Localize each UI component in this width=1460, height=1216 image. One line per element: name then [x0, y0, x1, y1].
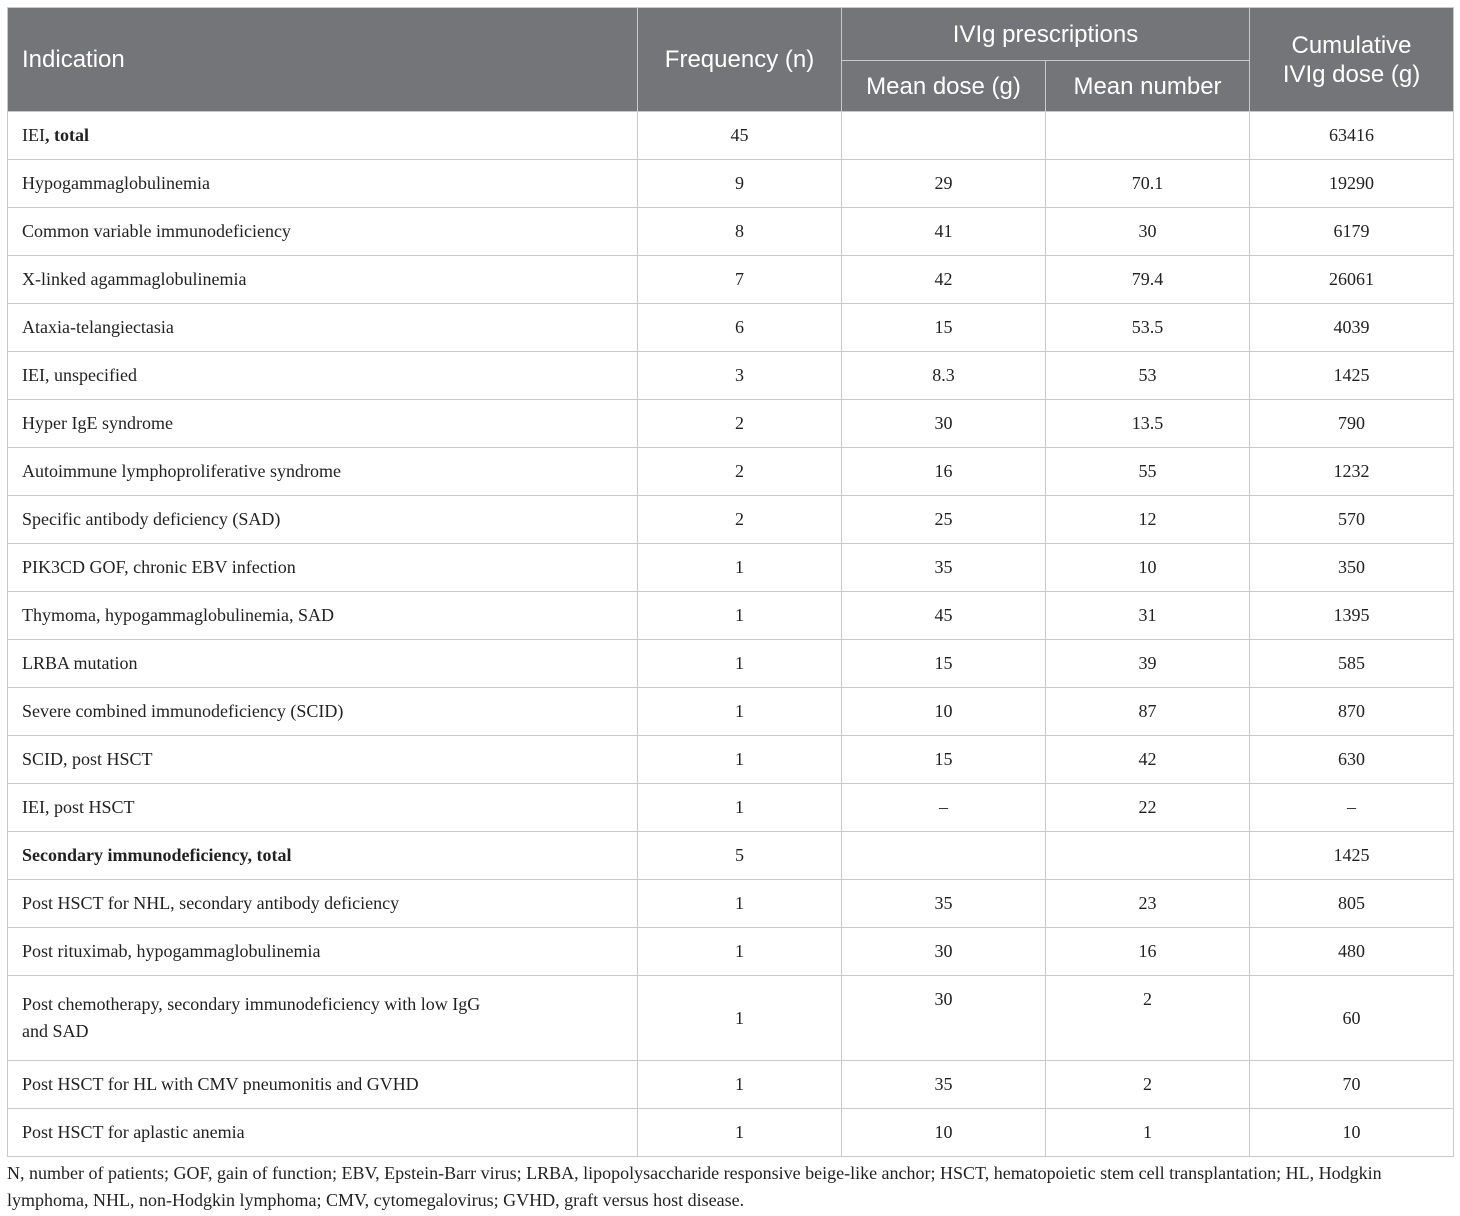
table-row: [8, 640, 1454, 688]
cell-cumulative: 60: [1250, 976, 1454, 1061]
cell-frequency: 3: [638, 352, 842, 400]
cell-mean-dose: 15: [842, 640, 1046, 688]
cell-indication: Thymoma, hypogammaglobulinemia, SAD: [8, 592, 638, 640]
cell-indication: Common variable immunodeficiency: [8, 208, 638, 256]
cell-indication: IEI, unspecified: [8, 352, 638, 400]
cell-cumulative: 19290: [1250, 160, 1454, 208]
table-row: [8, 544, 1454, 592]
cell-mean-number: 39: [1046, 640, 1250, 688]
cell-mean-dose: 35: [842, 544, 1046, 592]
table-body: [8, 112, 1454, 1157]
cell-frequency: 1: [638, 688, 842, 736]
cell-frequency: 1: [638, 784, 842, 832]
cell-mean-dose: 15: [842, 736, 1046, 784]
cell-cumulative: 1232: [1250, 448, 1454, 496]
cell-mean-dose: 30: [842, 400, 1046, 448]
cell-mean-number: 12: [1046, 496, 1250, 544]
cell-mean-dose: 35: [842, 880, 1046, 928]
table-row: [8, 592, 1454, 640]
table-row: [8, 784, 1454, 832]
cell-mean-dose: 16: [842, 448, 1046, 496]
cell-frequency: 1: [638, 880, 842, 928]
cell-mean-dose: 8.3: [842, 352, 1046, 400]
cell-frequency: 1: [638, 640, 842, 688]
table-row: [8, 928, 1454, 976]
indication-prefix: IEI: [22, 125, 45, 145]
cell-mean-dose: [842, 832, 1046, 880]
table-row: [8, 208, 1454, 256]
cell-frequency: 1: [638, 1109, 842, 1157]
cell-cumulative: 350: [1250, 544, 1454, 592]
cell-frequency: 45: [638, 112, 842, 160]
cell-mean-number: 87: [1046, 688, 1250, 736]
cell-mean-dose: 10: [842, 688, 1046, 736]
cell-mean-number: 70.1: [1046, 160, 1250, 208]
cell-frequency: 2: [638, 448, 842, 496]
cell-frequency: 8: [638, 208, 842, 256]
cell-mean-number: 13.5: [1046, 400, 1250, 448]
cell-mean-number: 31: [1046, 592, 1250, 640]
header-cumulative-line2: IVIg dose (g): [1282, 60, 1421, 88]
cell-mean-number: 16: [1046, 928, 1250, 976]
cell-mean-number: 55: [1046, 448, 1250, 496]
table-row: [8, 1061, 1454, 1109]
indication-line1: Post chemotherapy, secondary immunodeficiency with low IgG: [22, 994, 481, 1014]
cell-mean-dose: 25: [842, 496, 1046, 544]
cell-frequency: 1: [638, 928, 842, 976]
cell-mean-dose: 45: [842, 592, 1046, 640]
cell-cumulative: 1425: [1250, 832, 1454, 880]
cell-indication: [8, 112, 638, 160]
cell-frequency: 1: [638, 544, 842, 592]
table-footnote: [7, 1160, 1459, 1214]
table-row-iei-total: [8, 112, 1454, 160]
cell-indication: Severe combined immunodeficiency (SCID): [8, 688, 638, 736]
cell-frequency: 1: [638, 736, 842, 784]
cell-frequency: 1: [638, 1061, 842, 1109]
cell-mean-number: 2: [1046, 976, 1250, 1061]
cell-indication: Autoimmune lymphoproliferative syndrome: [8, 448, 638, 496]
cell-frequency: 9: [638, 160, 842, 208]
cell-mean-number: 2: [1046, 1061, 1250, 1109]
cell-cumulative: –: [1250, 784, 1454, 832]
footnote-line2: lymphoma, NHL, non-Hodgkin lymphoma; CMV, cytomegalovirus; GVHD, graft versus host disease.: [7, 1190, 745, 1210]
cell-cumulative: 570: [1250, 496, 1454, 544]
indication-line2: and SAD: [22, 1021, 89, 1041]
cell-indication: IEI, post HSCT: [8, 784, 638, 832]
table-header: [8, 8, 1454, 112]
table-row: [8, 688, 1454, 736]
cell-mean-dose: 35: [842, 1061, 1046, 1109]
header-mean-number: Mean number: [1046, 61, 1250, 112]
cell-mean-dose: 30: [842, 976, 1046, 1061]
cell-indication: Hypogammaglobulinemia: [8, 160, 638, 208]
cell-cumulative: 63416: [1250, 112, 1454, 160]
cell-cumulative: 70: [1250, 1061, 1454, 1109]
indication-bold-suffix: , total: [44, 125, 89, 145]
cell-frequency: 1: [638, 592, 842, 640]
table-row: [8, 352, 1454, 400]
cell-indication: Post rituximab, hypogammaglobulinemia: [8, 928, 638, 976]
table-row: [8, 1109, 1454, 1157]
cell-mean-number: 30: [1046, 208, 1250, 256]
cell-indication: SCID, post HSCT: [8, 736, 638, 784]
cell-mean-number: 10: [1046, 544, 1250, 592]
table-row: [8, 304, 1454, 352]
cell-indication: Post HSCT for HL with CMV pneumonitis and GVHD: [8, 1061, 638, 1109]
table-row: [8, 736, 1454, 784]
cell-cumulative: 1425: [1250, 352, 1454, 400]
cell-mean-dose: 42: [842, 256, 1046, 304]
header-frequency: Frequency (n): [638, 8, 842, 112]
cell-cumulative: 4039: [1250, 304, 1454, 352]
table-row: [8, 256, 1454, 304]
cell-indication: Specific antibody deficiency (SAD): [8, 496, 638, 544]
cell-mean-number: [1046, 112, 1250, 160]
footnote-line1: N, number of patients; GOF, gain of function; EBV, Epstein-Barr virus; LRBA, lipopolysaccharide responsive beige-like anchor; HSCT, hematopoietic stem cell transplantation; HL, Hodgkin: [7, 1163, 1382, 1183]
cell-indication: [8, 976, 638, 1061]
cell-frequency: 7: [638, 256, 842, 304]
cell-indication: Secondary immunodeficiency, total: [8, 832, 638, 880]
cell-cumulative: 630: [1250, 736, 1454, 784]
table-row: [8, 880, 1454, 928]
header-mean-dose: Mean dose (g): [842, 61, 1046, 112]
cell-indication: PIK3CD GOF, chronic EBV infection: [8, 544, 638, 592]
cell-indication: LRBA mutation: [8, 640, 638, 688]
cell-cumulative: 6179: [1250, 208, 1454, 256]
cell-mean-number: 53.5: [1046, 304, 1250, 352]
cell-indication: Ataxia-telangiectasia: [8, 304, 638, 352]
cell-mean-number: 22: [1046, 784, 1250, 832]
cell-mean-dose: [842, 112, 1046, 160]
cell-mean-number: 1: [1046, 1109, 1250, 1157]
table-row: [8, 496, 1454, 544]
header-indication: Indication: [8, 8, 638, 112]
cell-frequency: 1: [638, 976, 842, 1061]
header-ivig-prescriptions: IVIg prescriptions: [842, 8, 1250, 61]
cell-mean-dose: 29: [842, 160, 1046, 208]
cell-indication: X-linked agammaglobulinemia: [8, 256, 638, 304]
cell-frequency: 2: [638, 400, 842, 448]
cell-indication: Hyper IgE syndrome: [8, 400, 638, 448]
table-row: [8, 160, 1454, 208]
cell-indication: Post HSCT for aplastic anemia: [8, 1109, 638, 1157]
header-cumulative-dose: [1250, 8, 1454, 112]
cell-mean-dose: 30: [842, 928, 1046, 976]
cell-cumulative: 10: [1250, 1109, 1454, 1157]
table-row: [8, 976, 1454, 1061]
table-row-secondary-total: [8, 832, 1454, 880]
cell-frequency: 2: [638, 496, 842, 544]
table-row: [8, 400, 1454, 448]
cell-cumulative: 790: [1250, 400, 1454, 448]
cell-frequency: 6: [638, 304, 842, 352]
cell-cumulative: 870: [1250, 688, 1454, 736]
cell-frequency: 5: [638, 832, 842, 880]
cell-cumulative: 805: [1250, 880, 1454, 928]
cell-mean-number: 79.4: [1046, 256, 1250, 304]
cell-mean-dose: 15: [842, 304, 1046, 352]
cell-mean-number: [1046, 832, 1250, 880]
cell-mean-dose: 41: [842, 208, 1046, 256]
cell-mean-number: 42: [1046, 736, 1250, 784]
cell-mean-number: 23: [1046, 880, 1250, 928]
cell-cumulative: 1395: [1250, 592, 1454, 640]
cell-cumulative: 480: [1250, 928, 1454, 976]
table-row: [8, 448, 1454, 496]
cell-cumulative: 26061: [1250, 256, 1454, 304]
cell-mean-number: 53: [1046, 352, 1250, 400]
header-cumulative-line1: Cumulative: [1291, 31, 1412, 59]
ivig-indications-table: [7, 7, 1454, 1157]
cell-mean-dose: 10: [842, 1109, 1046, 1157]
cell-indication: Post HSCT for NHL, secondary antibody deficiency: [8, 880, 638, 928]
cell-mean-dose: –: [842, 784, 1046, 832]
cell-cumulative: 585: [1250, 640, 1454, 688]
